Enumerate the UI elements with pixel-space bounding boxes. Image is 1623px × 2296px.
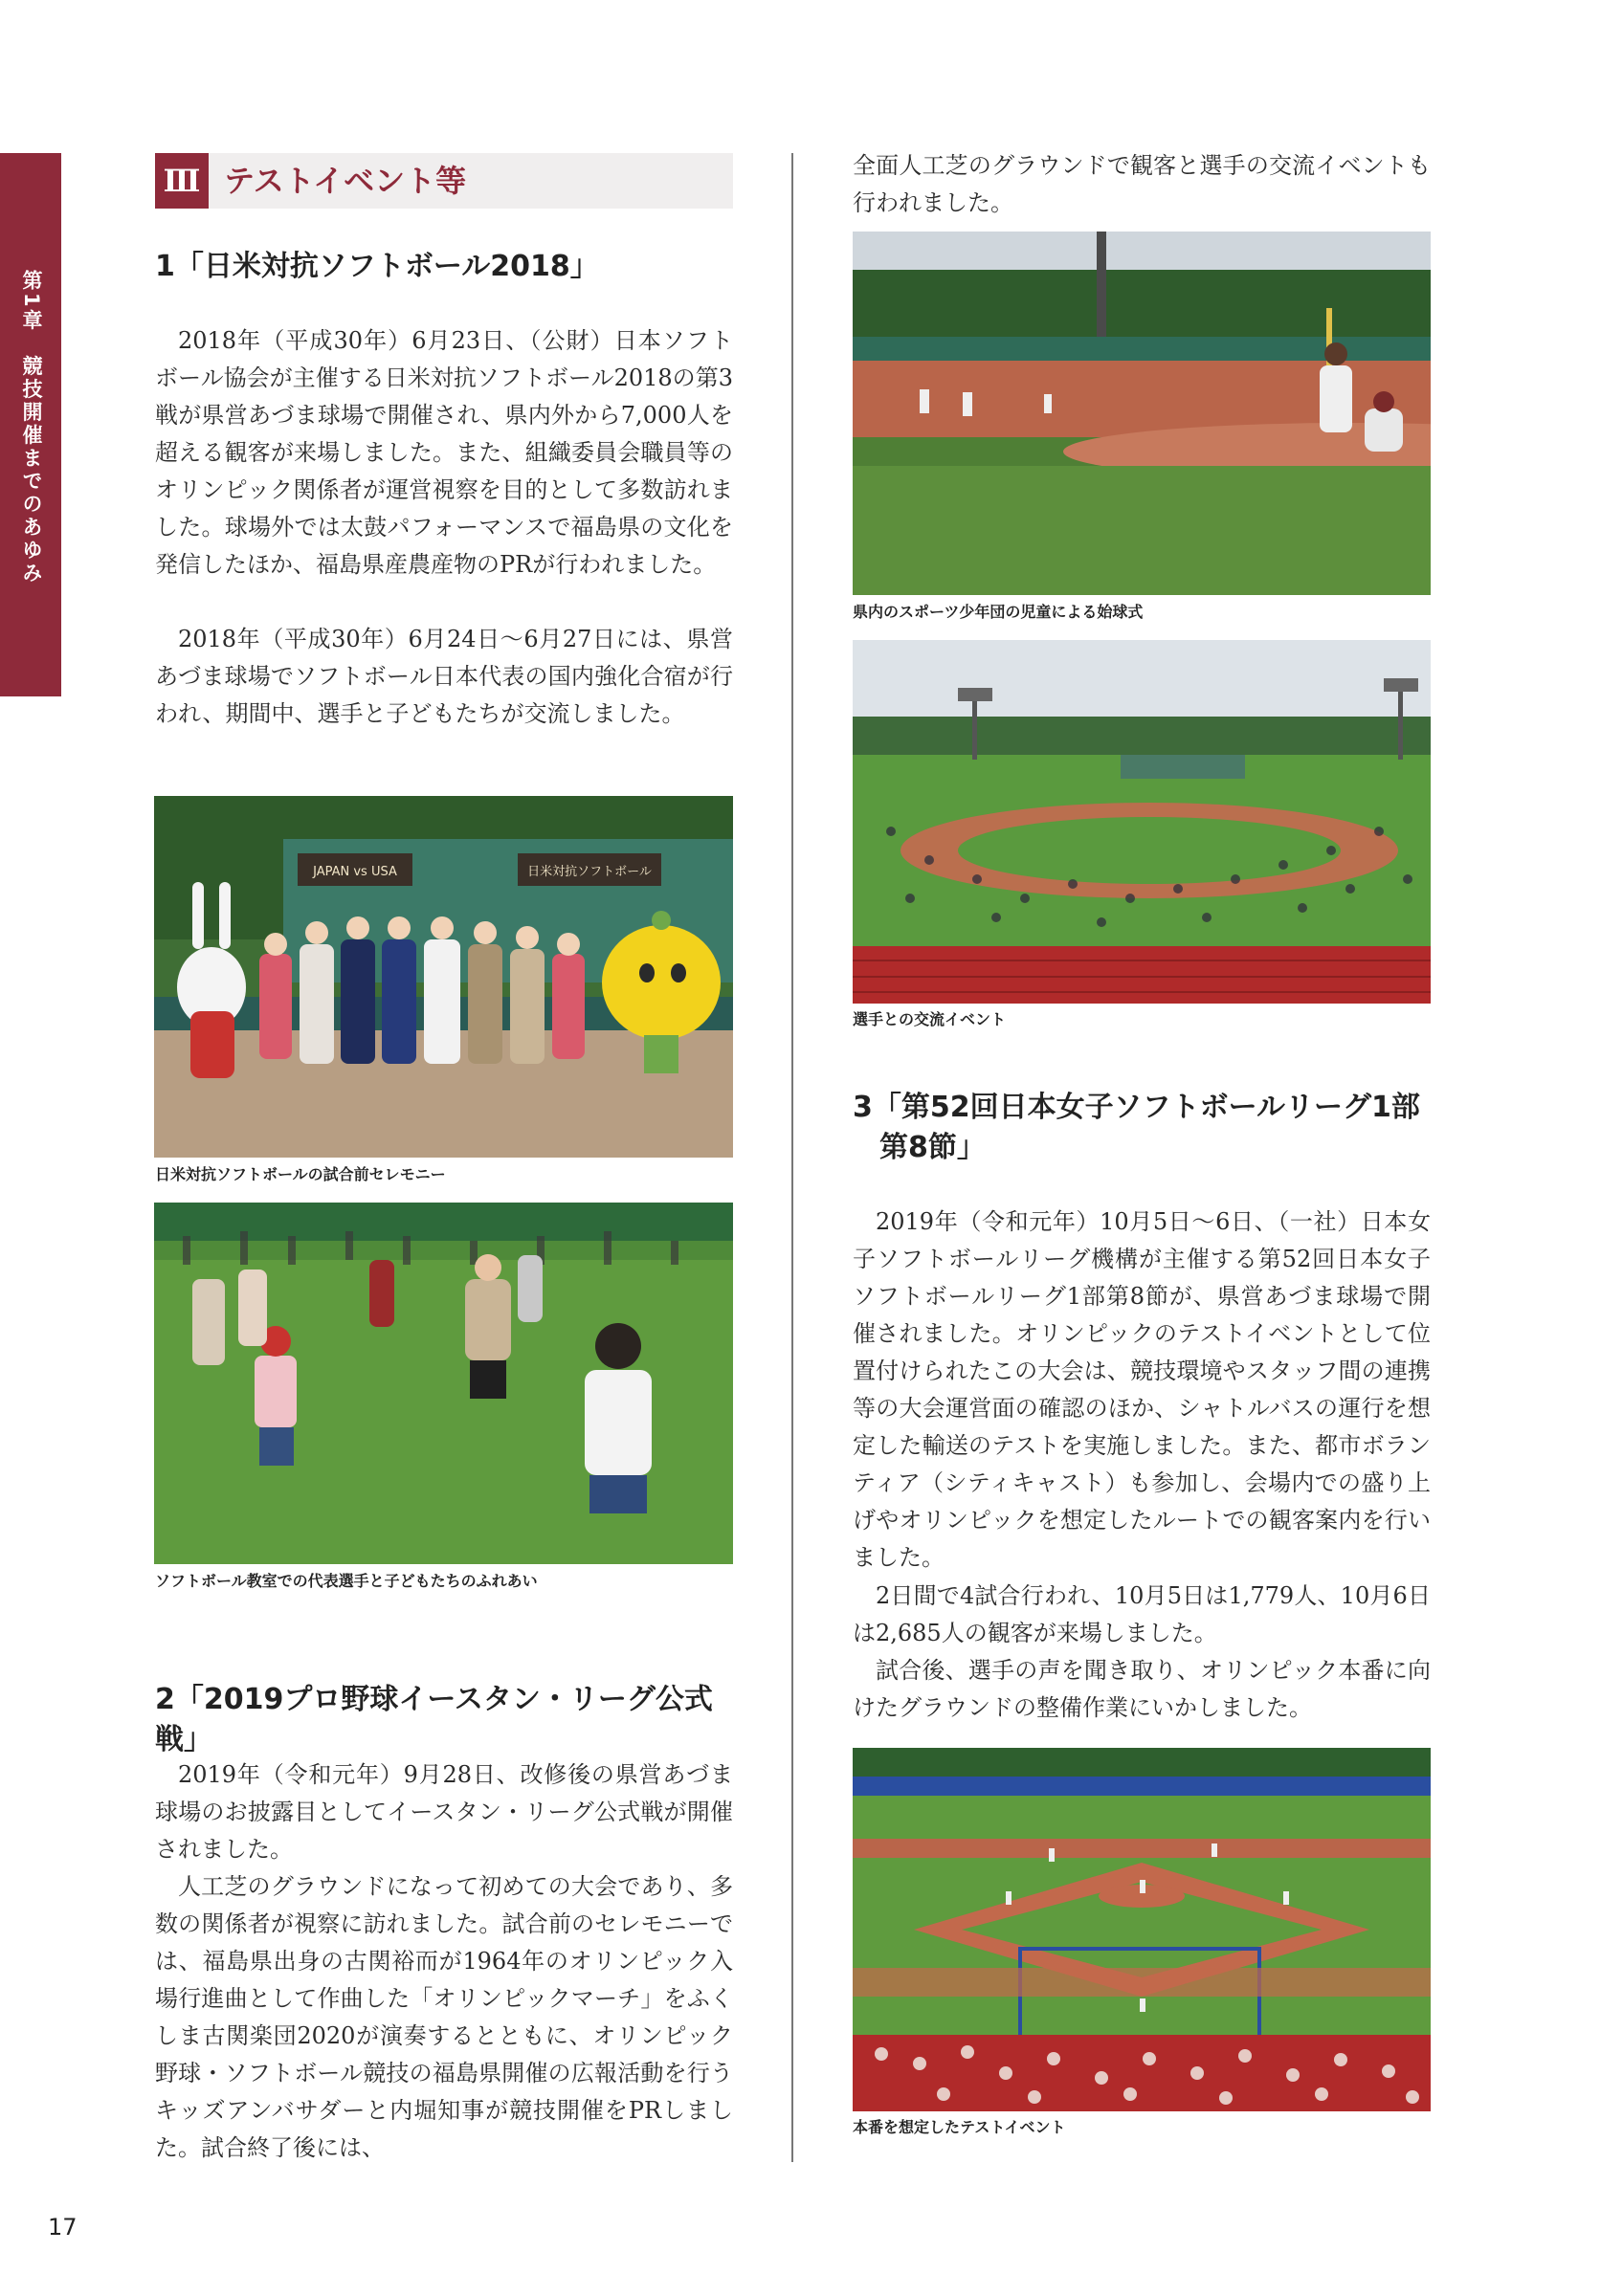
exchange-caption: 選手との交流イベント (853, 1010, 1007, 1028)
article1-paragraph-2: 2018年（平成30年）6月24日～6月27日には、県営あづま球場でソフトボール日本代表の国内強化合宿が行われ、期間中、選手と子どもたちが交流しました。 (155, 626, 733, 727)
article2-paragraph-1: 2019年（令和元年）9月28日、改修後の県営あづま球場のお披露目としてイースタン・リーグ公式戦が開催されました。 (155, 1761, 733, 1863)
article2-heading: 2「2019プロ野球イースタン・リーグ公式戦」 (155, 1683, 713, 1756)
article2-paragraph-3: 全面人工芝のグラウンドで観客と選手の交流イベントも行われました。 (853, 152, 1431, 216)
chapter-side-tab (0, 153, 61, 696)
section-header (155, 153, 733, 209)
section-number: Ⅲ (155, 153, 209, 209)
test-event-caption: 本番を想定したテストイベント (853, 2118, 1066, 2136)
exchange-photo (853, 640, 1431, 1004)
article3-heading-line2: 第8節」 (879, 1131, 986, 1164)
ceremony-photo (154, 796, 733, 1158)
article1-paragraph-1: 2018年（平成30年）6月23日、（公財）日本ソフトボール協会が主催する日米対抗ソフトボール2018の第3戦が県営あづま球場で開催され、県内外から7,000人を超える観客が来場しました。また、組織委員会職員等のオリンピック関係者が運営視察を目的として多数訪れました。球場外では太鼓パフォーマンスで福島県の文化を発信したほか、福島県産農産物のPRが行われました。 (155, 327, 733, 578)
ceremony-caption: 日米対抗ソフトボールの試合前セレモニー (155, 1165, 446, 1183)
article3-paragraph-1: 2019年（令和元年）10月5日～6日、（一社）日本女子ソフトボールリーグ機構が主催する第52回日本女子ソフトボールリーグ1部第8節が、県営あづま球場で開催されました。オリンピックのテストイベントとして位置付けられたこの大会は、競技環境やスタッフ間の連携等の大会運営面の確認のほか、シャトルバスの運行を想定した輸送のテストを実施しました。また、都市ボランティア（シティキャスト）も参加し、会場内での盛り上げやオリンピックを想定したルートでの観客案内を行いました。 (853, 1208, 1431, 1571)
first-pitch-caption: 県内のスポーツ少年団の児童による始球式 (853, 603, 1144, 621)
test-event-photo (853, 1748, 1431, 2111)
article3-heading-line1: 3「第52回日本女子ソフトボールリーグ1部 (853, 1091, 1420, 1124)
scoreboard-right-text: 日米対抗ソフトボール (527, 865, 652, 879)
column-divider (791, 153, 793, 2162)
clinic-photo (154, 1203, 733, 1564)
first-pitch-photo (853, 232, 1431, 595)
clinic-caption: ソフトボール教室での代表選手と子どもたちのふれあい (155, 1572, 538, 1590)
page-number: 17 (48, 2214, 78, 2241)
article3-paragraph-2: 2日間で4試合行われ、10月5日は1,779人、10月6日は2,685人の観客が来場しました。 (853, 1582, 1431, 1646)
article3-paragraph-3: 試合後、選手の声を聞き取り、オリンピック本番に向けたグラウンドの整備作業にいかしました。 (853, 1657, 1431, 1721)
article2-paragraph-2: 人工芝のグラウンドになって初めての大会であり、多数の関係者が視察に訪れました。試合前のセレモニーでは、福島県出身の古関裕而が1964年のオリンピック入場行進曲として作曲した「オリンピックマーチ」をふくしま古関楽団2020が演奏するとともに、オリンピック野球・ソフトボール競技の福島県開催の広報活動を行うキッズアンバサダーと内堀知事が競技開催をPRしました。試合終了後には、 (155, 1873, 733, 2161)
article1-heading: 1「日米対抗ソフトボール2018」 (155, 250, 599, 283)
section-title: テストイベント等 (224, 163, 467, 199)
chapter-label: 第1章 競技開催までのあゆみ (20, 270, 43, 585)
scoreboard-left-text: JAPAN vs USA (313, 865, 397, 879)
